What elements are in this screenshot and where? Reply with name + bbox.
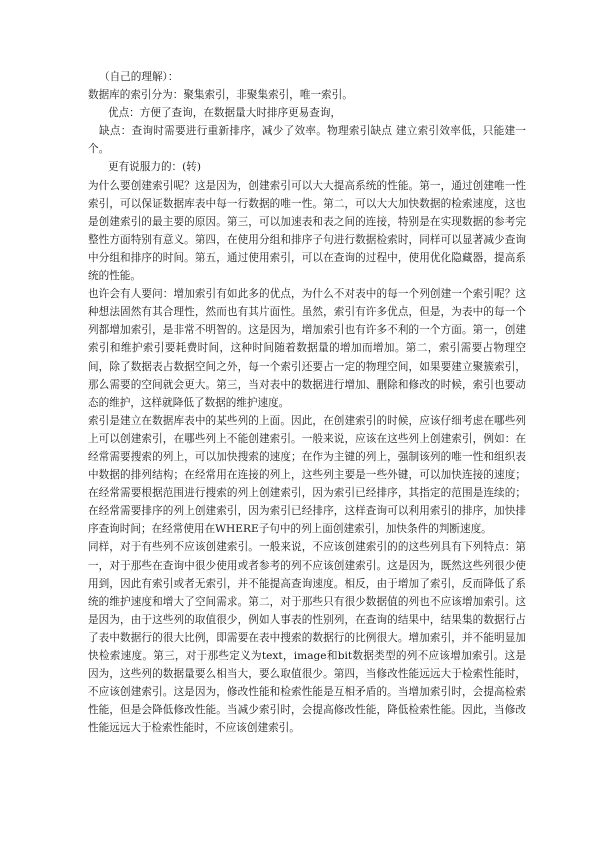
paragraph-why-create-index: 为什么要创建索引呢？这是因为，创建索引可以大大提高系统的性能。第一，通过创建唯一性索引，可以保证数据库表中每一行数据的唯一性。第二，可以大大加快数据的检索速度，这也是创建索引的最主要的原因。第三，可以加速表和表之间的连接，特别是在实现数据的参考完整性方面特别有意义。第四，在使用分组和排序子句进行数据检索时，同样可以显著减少查询中分组和排序的时间。第五，通过使用索引，可以在查询的过程中，使用优化隐藏器，提高系统的性能。: [88, 179, 526, 283]
index-cons: 缺点：查询时需要进行重新排序，减少了效率。物理索引缺点 建立索引效率低，只能建一个。: [88, 125, 526, 156]
document-body: [88, 68, 526, 737]
paragraph-columns-not-to-index: 同样，对于有些列不应该创建索引。一般来说，不应该创建索引的的这些列具有下列特点：第一，对于那些在查询中很少使用或者参考的列不应该创建索引。这是因为，既然这些列很少使用到，因此有索引或者无索引，并不能提高查询速度。相反，由于增加了索引，反而降低了系统的维护速度和增大了空间需求。第二，对于那些只有很少数据值的列也不应该增加索引。这是因为，由于这些列的取值很少，例如人事表的性别列，在查询的结果中，结果集的数据行占了表中数据行的很大比例，即需要在表中搜索的数据行的比例很大。增加索引，并不能明显加快检索速度。第三，对于那些定义为text，image和bit数据类型的列不应该增加索引。这是因为，这些列的数据量要么相当大，要么取值很少。第四，当修改性能远远大于检索性能时，不应该创建索引。这是因为，修改性能和检索性能是互相矛盾的。当增加索引时，会提高检索性能，但是会降低修改性能。当减少索引时，会提高修改性能，降低检索性能。因此，当修改性能远远大于检索性能时，不应该创建索引。: [88, 541, 526, 735]
index-pros: 优点：方便了查询，在数据量大时排序更易查询，: [108, 107, 342, 120]
paragraph-columns-to-index: 索引是建立在数据库表中的某些列的上面。因此，在创建索引的时候，应该仔细考虑在哪些列上可以创建索引，在哪些列上不能创建索引。一般来说，应该在这些列上创建索引，例如：在经常需要搜索的列上，可以加快搜索的速度；在作为主键的列上，强制该列的唯一性和组织表中数据的排列结构；在经常用在连接的列上，这些列主要是一些外键，可以加快连接的速度；在经常需要根据范围进行搜索的列上创建索引，因为索引已经排序，其指定的范围是连续的；在经常需要排序的列上创建索引，因为索引已经排序，这样查询可以利用索引的排序，加快排序查询时间；在经常使用在WHERE子句中的列上面创建索引，加快条件的判断速度。: [88, 414, 526, 536]
index-classification: 数据库的索引分为：聚集索引，非聚集索引，唯一索引。: [88, 89, 353, 102]
reprint-heading: 更有说服力的：(转): [108, 161, 202, 174]
intro-heading: （自己的理解）：: [99, 71, 179, 83]
paragraph-why-not-every-column: 也许会有人要问：增加索引有如此多的优点，为什么不对表中的每一个列创建一个索引呢？这种想法固然有其合理性，然而也有其片面性。虽然，索引有许多优点，但是，为表中的每一个列都增加索引，是非常不明智的。这是因为，增加索引也有许多不利的一个方面。第一，创建索引和维护索引要耗费时间，这种时间随着数据量的增加而增加。第二，索引需要占物理空间，除了数据表占数据空间之外，每一个索引还要占一定的物理空间，如果要建立聚簇索引，那么需要的空间就会更大。第三，当对表中的数据进行增加、删除和修改的时候，索引也要动态的维护，这样就降低了数据的维护速度。: [88, 288, 526, 409]
